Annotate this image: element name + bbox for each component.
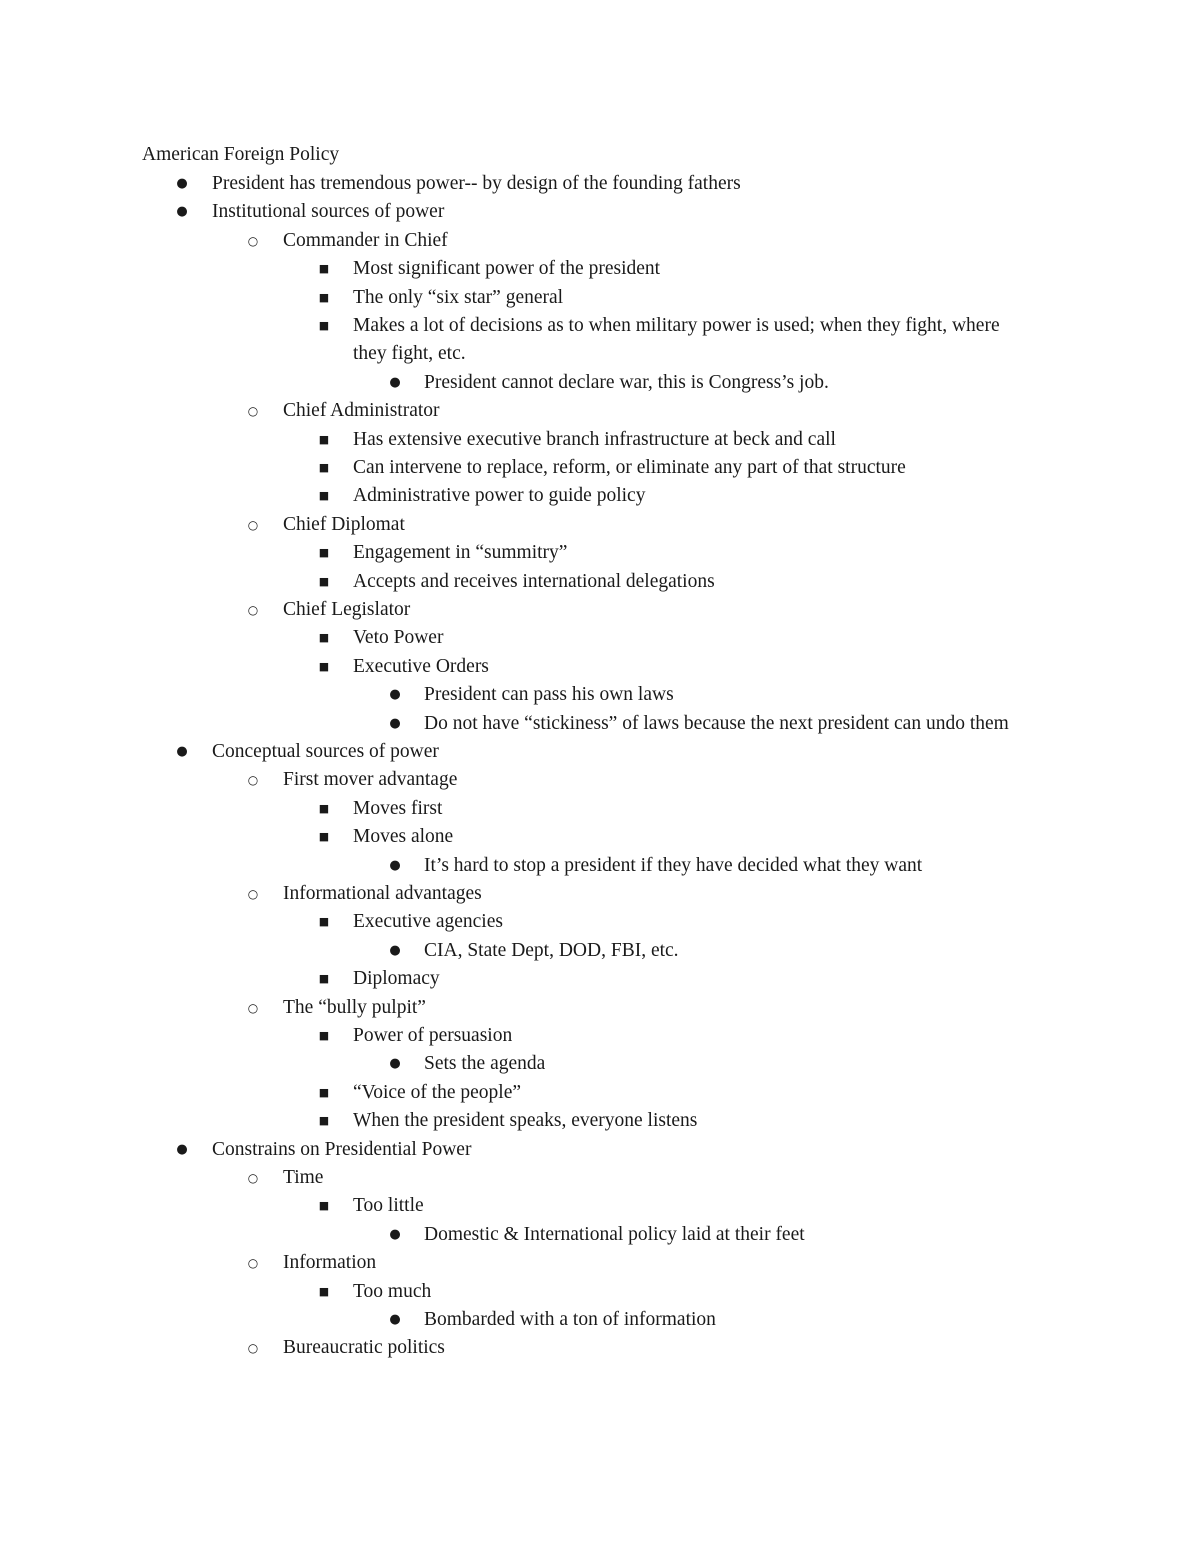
list-item-text: Time: [283, 1167, 324, 1188]
hollow-circle-bullet-icon: ○: [247, 887, 259, 901]
list-item-text: President can pass his own laws: [424, 684, 674, 706]
filled-square-bullet-icon: ■: [318, 1114, 330, 1128]
list-item-text: Too little: [353, 1195, 424, 1217]
filled-square-bullet-icon: ■: [318, 972, 330, 986]
filled-square-bullet-icon: ■: [318, 319, 330, 332]
list-item-text: Can intervene to replace, reform, or eliminate any part of that structure: [353, 457, 906, 478]
list-item-text: The only “six star” general: [353, 286, 564, 308]
filled-circle-bullet-icon: ●: [389, 1226, 401, 1242]
filled-square-bullet-icon: ■: [318, 546, 330, 560]
list-item-text: It’s hard to stop a president if they have decided what they want: [424, 854, 923, 876]
list-item-text: Most significant power of the president: [353, 258, 661, 280]
filled-square-bullet-icon: ■: [318, 432, 330, 446]
list-item-text: Executive agencies: [353, 911, 503, 933]
list-item-text: CIA, State Dept, DOD, FBI, etc.: [424, 939, 679, 961]
list-item-text: Chief Administrator: [283, 400, 440, 422]
list-item-text: Conceptual sources of power: [212, 741, 439, 762]
list-item-text: Do not have “stickiness” of laws because the next president can undo them: [424, 712, 1009, 734]
filled-circle-bullet-icon: ●: [176, 176, 188, 191]
hollow-circle-bullet-icon: ○: [247, 1341, 259, 1356]
list-item-text: Institutional sources of power: [212, 201, 445, 223]
list-item-text: Engagement in “summitry”: [353, 542, 568, 564]
list-item-text: Moves alone: [353, 826, 454, 848]
list-item-text: Has extensive executive branch infrastructure at beck and call: [353, 428, 836, 450]
list-item-text: Chief Legislator: [283, 599, 411, 620]
list-item-text: Domestic & International policy laid at their feet: [424, 1223, 805, 1245]
list-item-text: Bombarded with a ton of information: [424, 1309, 716, 1330]
list-item-text: Veto Power: [353, 627, 444, 649]
list-item-text: Moves first: [353, 797, 443, 819]
hollow-circle-bullet-icon: ○: [247, 603, 259, 617]
list-item-text: Makes a lot of decisions as to when military power is used; when they fight, where they fight, etc.: [353, 315, 1000, 365]
list-item-text: Constrains on Presidential Power: [212, 1138, 472, 1160]
hollow-circle-bullet-icon: ○: [247, 1256, 259, 1271]
filled-circle-bullet-icon: ●: [389, 374, 401, 390]
hollow-circle-bullet-icon: ○: [247, 1000, 259, 1015]
list-item-text: Diplomacy: [353, 968, 440, 990]
list-item-text: Informational advantages: [283, 883, 482, 904]
filled-square-bullet-icon: ■: [318, 1199, 330, 1213]
list-item-text: Chief Diplomat: [283, 513, 405, 535]
filled-circle-bullet-icon: ●: [176, 744, 188, 759]
filled-square-bullet-icon: ■: [318, 1085, 330, 1099]
filled-square-bullet-icon: ■: [318, 801, 330, 815]
list-item-text: “Voice of the people”: [353, 1081, 522, 1103]
document-title: American Foreign Policy: [142, 144, 340, 165]
filled-square-bullet-icon: ■: [318, 915, 330, 929]
filled-square-bullet-icon: ■: [318, 1284, 330, 1298]
hollow-circle-bullet-icon: ○: [247, 773, 259, 788]
list-item-text: President cannot declare war, this is Congress’s job.: [424, 371, 829, 393]
filled-circle-bullet-icon: ●: [389, 687, 401, 703]
filled-square-bullet-icon: ■: [318, 659, 330, 673]
list-item-text: Commander in Chief: [283, 229, 448, 251]
list-item-text: Power of persuasion: [353, 1025, 513, 1046]
filled-circle-bullet-icon: ●: [389, 857, 401, 873]
filled-circle-bullet-icon: ●: [176, 1141, 188, 1157]
filled-circle-bullet-icon: ●: [389, 1312, 401, 1327]
list-item-text: Bureaucratic politics: [283, 1337, 445, 1359]
filled-square-bullet-icon: ■: [318, 631, 330, 645]
filled-circle-bullet-icon: ●: [176, 204, 188, 220]
list-item-text: The “bully pulpit”: [283, 996, 426, 1018]
list-item-text: Sets the agenda: [424, 1053, 546, 1075]
filled-square-bullet-icon: ■: [318, 489, 330, 503]
hollow-circle-bullet-icon: ○: [247, 1171, 259, 1185]
list-item-text: Information: [283, 1252, 377, 1274]
list-item-text: Too much: [353, 1280, 432, 1302]
hollow-circle-bullet-icon: ○: [247, 517, 259, 532]
filled-square-bullet-icon: ■: [318, 830, 330, 844]
hollow-circle-bullet-icon: ○: [247, 404, 259, 419]
filled-square-bullet-icon: ■: [318, 1029, 330, 1042]
filled-square-bullet-icon: ■: [318, 290, 330, 304]
filled-circle-bullet-icon: ●: [389, 942, 401, 958]
list-item-text: Executive Orders: [353, 655, 489, 677]
list-item-text: First mover advantage: [283, 769, 458, 791]
list-item-text: Accepts and receives international delegations: [353, 570, 715, 592]
filled-circle-bullet-icon: ●: [389, 715, 401, 731]
list-item-text: Administrative power to guide policy: [353, 485, 646, 507]
filled-square-bullet-icon: ■: [318, 461, 330, 474]
list-item-text: When the president speaks, everyone listens: [353, 1110, 698, 1132]
filled-square-bullet-icon: ■: [318, 574, 330, 588]
filled-square-bullet-icon: ■: [318, 262, 330, 276]
list-item-text: President has tremendous power-- by design of the founding fathers: [212, 173, 741, 194]
hollow-circle-bullet-icon: ○: [247, 233, 259, 248]
filled-circle-bullet-icon: ●: [389, 1056, 401, 1072]
